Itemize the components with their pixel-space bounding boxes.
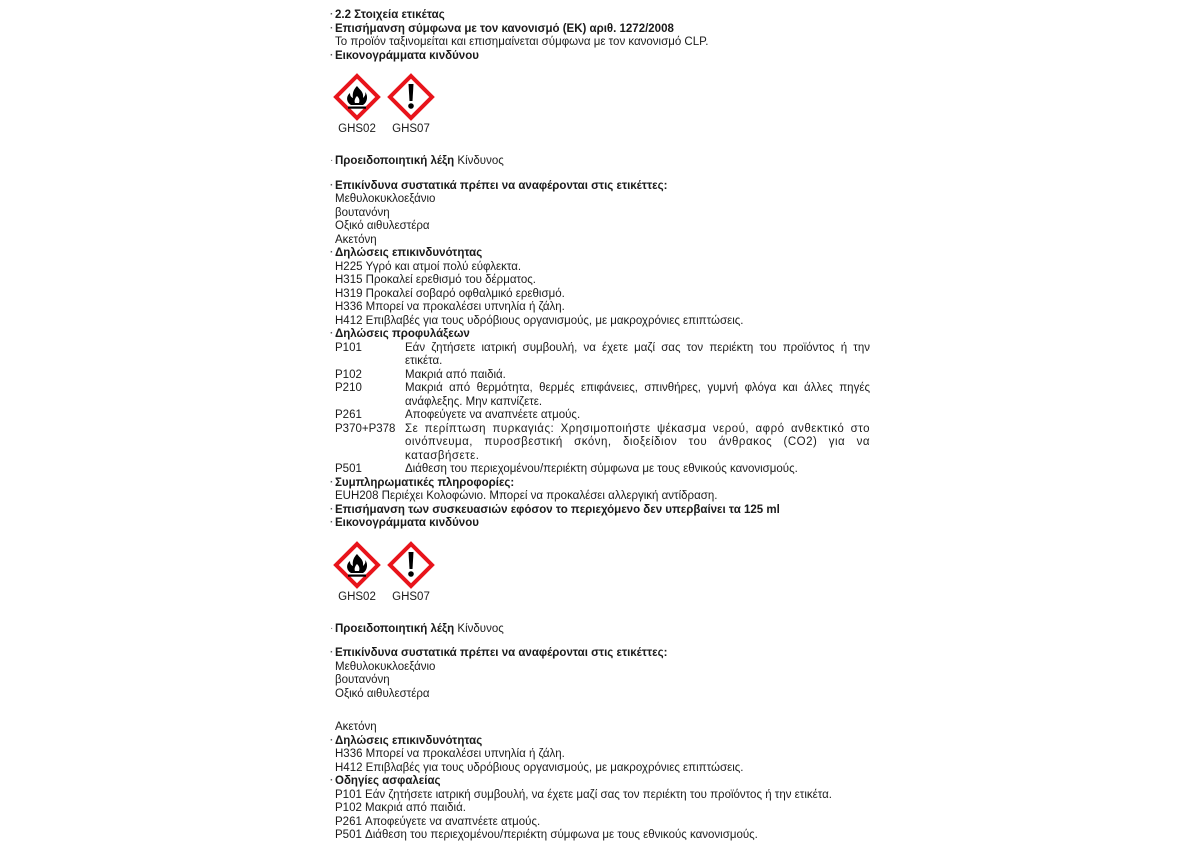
pictograms-heading: · Εικονογράμματα κινδύνου (330, 517, 870, 531)
components-heading: · Επικίνδυνα συστατικά πρέπει να αναφέρονται στις ετικέττες: (330, 180, 870, 194)
pictogram-code: GHS02 (338, 123, 376, 135)
precaution-text: Μακριά από θερμότητα, θερμές επιφάνειες, σπινθήρες, γυμνή φλόγα και άλλες πηγές ανάφλεξης. Μην καπνίζετε. (405, 382, 870, 408)
clp-text: Το προϊόν ταξινομείται και επισημαίνεται σύμφωνα με τον κανονισμό CLP. (335, 36, 709, 48)
precaution-row (330, 382, 870, 409)
exclamation-icon (387, 541, 435, 589)
component-item: Ακετόνη (335, 233, 377, 246)
hazard-statement: H412 Επιβλαβές για τους υδρόβιους οργανισμούς, με μακροχρόνιες επιπτώσεις. (335, 314, 744, 327)
flame-icon (333, 541, 381, 589)
flame-icon (333, 73, 381, 121)
precaution-text: Μακριά από παιδιά. (405, 368, 506, 381)
clp-heading: · Επισήμανση σύμφωνα με τον κανονισμό (ΕΚ) αριθ. 1272/2008 (330, 23, 870, 37)
precaution-text: Εάν ζητήσετε ιατρική συμβουλή, να έχετε μαζί σας τον περιέκτη του προϊόντος ή την ετικέτα. (405, 341, 870, 367)
pictogram-ghs02 (333, 541, 381, 604)
precaution-text: Σε περίπτωση πυρκαγιάς: Χρησιμοποιήστε ψέκασμα νερού, αφρό ανθεκτικό στο οινόπνευμα, πυροσβεστική σκόνη, διοξείδιον του άνθρακος (CO2) για να κατασβήσετε. (405, 422, 870, 462)
safety-statement: P261 Αποφεύγετε να αναπνέετε ατμούς. (335, 815, 541, 828)
hazard-statement: H315 Προκαλεί ερεθισμό του δέρματος. (335, 274, 536, 286)
precaution-code: P101 (335, 341, 362, 354)
precaution-code: P210 (335, 382, 362, 394)
pictogram-ghs07 (387, 73, 435, 136)
precaution-code: P370+P378 (335, 422, 396, 435)
exclamation-icon (387, 73, 435, 121)
precaution-row (330, 369, 870, 383)
precaution-row (330, 342, 870, 369)
pictogram-ghs07 (387, 541, 435, 604)
components-heading: · Επικίνδυνα συστατικά πρέπει να αναφέρονται στις ετικέττες: (330, 647, 870, 661)
pictogram-row (330, 541, 870, 604)
precaution-text: Αποφεύγετε να αναπνέετε ατμούς. (405, 409, 581, 421)
component-item: Οξικό αιθυλεστέρα (335, 687, 430, 700)
signal-word-value: Κίνδυνος (457, 622, 504, 635)
component-item: Μεθυλοκυκλοεξάνιο (335, 660, 436, 673)
pictogram-code: GHS02 (338, 590, 376, 603)
precaution-row (330, 463, 870, 477)
hazard-statement: H412 Επιβλαβές για τους υδρόβιους οργανισμούς, με μακροχρόνιες επιπτώσεις. (335, 761, 744, 774)
safety-statement: P501 Διάθεση του περιεχομένου/περιέκτη σύμφωνα με τους εθνικούς κανονισμούς. (335, 829, 758, 841)
hazard-heading: · Δηλώσεις επικινδυνότητας (330, 735, 870, 749)
pictograms-heading: · Εικονογράμματα κινδύνου (330, 50, 870, 64)
component-item: Ακετόνη (335, 721, 377, 733)
pictogram-row (330, 73, 870, 136)
label-elements-section (330, 9, 870, 843)
hazard-statement: H319 Προκαλεί σοβαρό οφθαλμικό ερεθισμό. (335, 287, 565, 300)
hazard-heading: · Δηλώσεις επικινδυνότητας (330, 247, 870, 261)
hazard-statement: H336 Μπορεί να προκαλέσει υπνηλία ή ζάλη. (335, 748, 565, 760)
precaution-code: P501 (335, 463, 362, 475)
hazard-statement: H336 Μπορεί να προκαλέσει υπνηλία ή ζάλη. (335, 301, 565, 313)
component-item: Μεθυλοκυκλοεξάνιο (335, 193, 436, 205)
safety-statement: P101 Εάν ζητήσετε ιατρική συμβουλή, να έχετε μαζί σας τον περιέκτη του προϊόντος ή την ετικέτα. (335, 788, 832, 801)
precaution-code: P102 (335, 368, 362, 381)
precaution-row (330, 409, 870, 423)
component-item: βουτανόνη (335, 206, 390, 219)
safety-statement: P102 Μακριά από παιδιά. (335, 802, 466, 814)
supplementary-heading: · Συμπληρωματικές πληροφορίες: (330, 477, 870, 491)
safety-heading: · Οδηγίες ασφαλείας (330, 775, 870, 789)
pictogram-code: GHS07 (392, 123, 430, 135)
signal-word (330, 623, 870, 637)
signal-word (330, 155, 870, 169)
small-pack-heading: · Επισήμανση των συσκευασιών εφόσον το περιεχόμενο δεν υπερβαίνει τα 125 ml (330, 504, 870, 518)
precaution-row (330, 423, 870, 464)
section-title: · 2.2 Στοιχεία ετικέτας (330, 9, 870, 23)
signal-word-label: Προειδοποιητική λέξη (335, 155, 455, 167)
pictogram-code: GHS07 (392, 590, 430, 603)
pictogram-ghs02 (333, 73, 381, 136)
precaution-heading: · Δηλώσεις προφυλάξεων (330, 328, 870, 342)
signal-word-value: Κίνδυνος (457, 155, 504, 167)
hazard-statement: H225 Υγρό και ατμοί πολύ εύφλεκτα. (335, 260, 522, 273)
precaution-text: Διάθεση του περιεχομένου/περιέκτη σύμφωνα με τους εθνικούς κανονισμούς. (405, 463, 798, 475)
component-item: Οξικό αιθυλεστέρα (335, 220, 430, 232)
precaution-code: P261 (335, 409, 362, 421)
supplementary-text: EUH208 Περιέχει Κολοφώνιο. Μπορεί να προκαλέσει αλλεργική αντίδραση. (335, 490, 718, 502)
component-item: βουτανόνη (335, 674, 390, 686)
signal-word-label: Προειδοποιητική λέξη (335, 622, 455, 635)
